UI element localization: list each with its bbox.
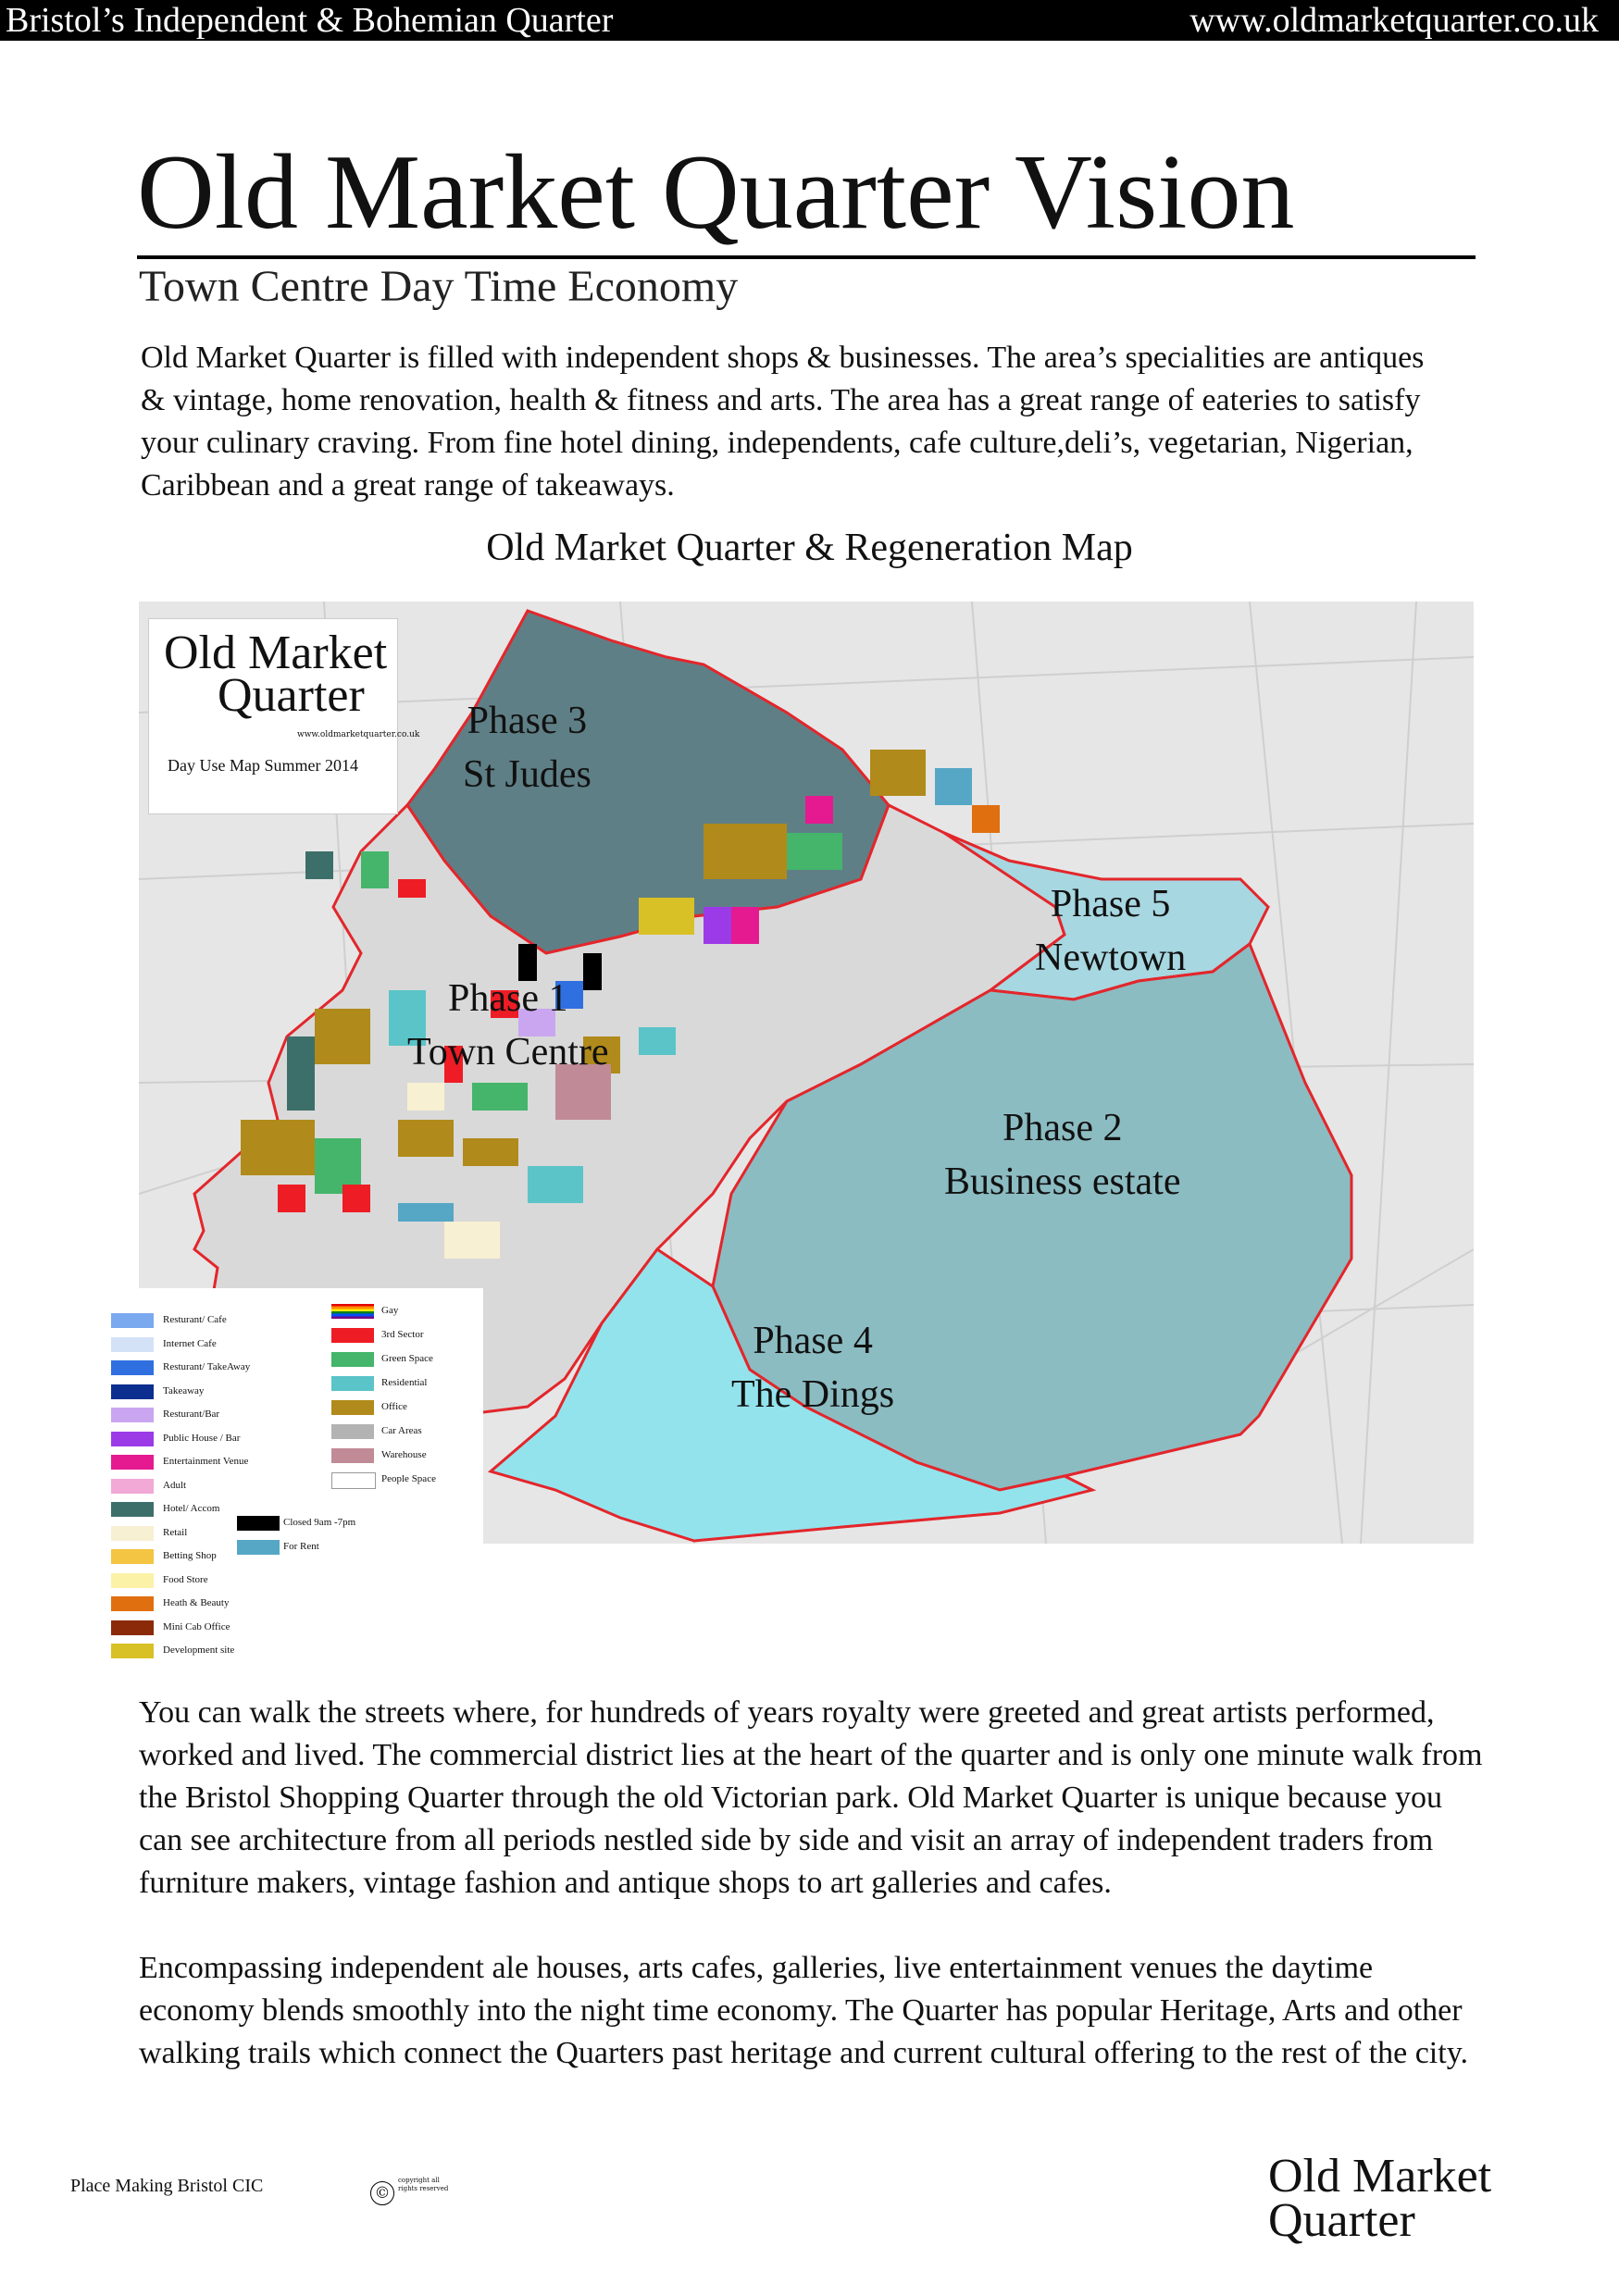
footer-logo [1268, 2150, 1564, 2254]
page-subtitle: Town Centre Day Time Economy [139, 262, 739, 311]
legend-left-label-6: Entertainment Venue [163, 1456, 249, 1467]
legend-left-swatch-0 [111, 1313, 154, 1328]
banner-tagline: Bristol’s Independent & Bohemian Quarter [6, 1, 614, 40]
map-logo-box [148, 618, 420, 814]
legend-left-label-10: Betting Shop [163, 1550, 217, 1561]
banner-website-link[interactable]: www.oldmarketquarter.co.uk [1189, 1, 1599, 40]
phase5-name: Newtown [1035, 937, 1187, 979]
phase2-title: Phase 2 [1002, 1107, 1123, 1149]
body-paragraph-1: You can walk the streets where, for hundreds of years royalty were greeted and great artists performed, worked and lived. The commercial district lies at the heart of the quarter and is only one minute walk from the Bristol Shopping Quarter through the old Victorian park. Old Market Quarter is unique because you can see architecture from all periods nestled side by side and visit an array of independent traders from furniture makers, vintage fashion and antique shops to art galleries and cafes. [139, 1695, 1483, 1900]
footer-logo-line2: Quarter [1268, 2194, 1415, 2247]
legend-left-label-4: Resturant/Bar [163, 1409, 220, 1420]
map-logo-url: www.oldmarketquarter.co.uk [297, 730, 420, 739]
phase1-title: Phase 1 [448, 977, 568, 1020]
map-caption: Day Use Map Summer 2014 [168, 756, 358, 775]
map-logo-line2: Quarter [218, 669, 365, 722]
legend-left-label-14: Development site [163, 1644, 235, 1656]
legend-left-swatch-2 [111, 1360, 154, 1375]
legend-left-swatch-10 [111, 1549, 154, 1564]
legend-right-label-4: Office [381, 1401, 407, 1412]
legend-left-swatch-8 [111, 1502, 154, 1517]
legend-right-swatch-3 [331, 1376, 374, 1391]
legend-right-label-3: Residential [381, 1377, 428, 1388]
intro-text: Old Market Quarter is filled with independent shops & businesses. The area’s specialities are antiques & vintage, home renovation, health & fitness and arts. The area has a great range of eateries to satisfy your culinary craving. From fine hotel dining, independents, cafe culture,deli’s, vegetarian, Nigerian, Caribbean and a great range of takeaways. [141, 341, 1425, 503]
phase4-title: Phase 4 [753, 1320, 873, 1362]
legend-left-swatch-5 [111, 1432, 154, 1446]
phase3-name: St Judes [463, 753, 592, 796]
legend-left-label-0: Resturant/ Cafe [163, 1314, 227, 1325]
legend-left-label-11: Food Store [163, 1573, 208, 1585]
legend-left-swatch-4 [111, 1408, 154, 1422]
legend-left-label-13: Mini Cab Office [163, 1620, 230, 1632]
intro-paragraph [141, 337, 1455, 507]
legend-left-label-9: Retail [163, 1526, 188, 1538]
legend-right-label-2: Green Space [381, 1353, 433, 1364]
map-legend [102, 1288, 483, 1656]
legend-left-label-1: Internet Cafe [163, 1337, 217, 1349]
legend-left-label-12: Heath & Beauty [163, 1597, 230, 1608]
phase4-name: The Dings [731, 1373, 895, 1416]
legend-left-swatch-14 [111, 1644, 154, 1658]
map-logo-line1: Old Market [164, 627, 388, 679]
phase5-title: Phase 5 [1050, 883, 1171, 925]
legend-right-swatch-2 [331, 1352, 374, 1367]
page-title: Old Market Quarter Vision [137, 137, 1476, 259]
legend-right-swatch-4 [331, 1400, 374, 1415]
legend-right-swatch-6 [331, 1448, 374, 1463]
legend-left-swatch-12 [111, 1596, 154, 1611]
phase2-label [944, 1101, 1180, 1209]
map-title: Old Market Quarter & Regeneration Map [486, 527, 1133, 569]
legend-left-label-3: Takeaway [163, 1384, 205, 1396]
legend-closed-swatch-0 [237, 1516, 280, 1531]
legend-left-label-8: Hotel/ Accom [163, 1503, 220, 1514]
phase3-title: Phase 3 [467, 700, 588, 742]
legend-left-swatch-7 [111, 1479, 154, 1494]
legend-right-label-6: Warehouse [381, 1449, 427, 1460]
phase1-label [407, 972, 609, 1079]
copyright-icon: © [370, 2181, 394, 2205]
legend-right-label-7: People Space [381, 1473, 436, 1484]
legend-right-label-0: Gay [381, 1305, 399, 1316]
legend-forrent-swatch-0 [237, 1540, 280, 1555]
legend-left-label-2: Resturant/ TakeAway [163, 1361, 251, 1372]
phase3-label [463, 694, 592, 801]
copyright-text: copyright all rights reserved [398, 2177, 449, 2192]
legend-closed-label-0: Closed 9am -7pm [283, 1517, 356, 1528]
legend-left-swatch-6 [111, 1455, 154, 1470]
legend-left-swatch-9 [111, 1526, 154, 1541]
legend-forrent-label-0: For Rent [283, 1541, 319, 1552]
phase2-name: Business estate [944, 1160, 1181, 1203]
legend-right-swatch-5 [331, 1424, 374, 1439]
body-text [139, 1692, 1490, 2117]
legend-right-swatch-0 [331, 1304, 374, 1319]
legend-right-label-1: 3rd Sector [381, 1329, 424, 1340]
body-paragraph-2: Encompassing independent ale houses, arts cafes, galleries, live entertainment venues the daytime economy blends smoothly into the night time economy. The Quarter has popular Heritage, Arts and other walking trails which connect the Quarters past heritage and current cultural offering to the rest of the city. [139, 1951, 1468, 2070]
footer-logo-line1: Old Market [1268, 2150, 1492, 2203]
legend-right-label-5: Car Areas [381, 1425, 422, 1436]
legend-left-swatch-13 [111, 1620, 154, 1635]
footer-credit: Place Making Bristol CIC [70, 2176, 264, 2196]
legend-right-swatch-1 [331, 1328, 374, 1343]
phase4-label [731, 1314, 894, 1421]
legend-left-label-7: Adult [163, 1479, 187, 1491]
legend-left-swatch-3 [111, 1384, 154, 1399]
top-banner [0, 0, 1619, 41]
phase5-label [1035, 877, 1186, 985]
legend-right-swatch-7 [331, 1472, 376, 1489]
legend-left-label-5: Public House / Bar [163, 1432, 241, 1444]
phase1-name: Town Centre [407, 1031, 609, 1074]
legend-left-swatch-1 [111, 1337, 154, 1352]
legend-left-swatch-11 [111, 1573, 154, 1588]
